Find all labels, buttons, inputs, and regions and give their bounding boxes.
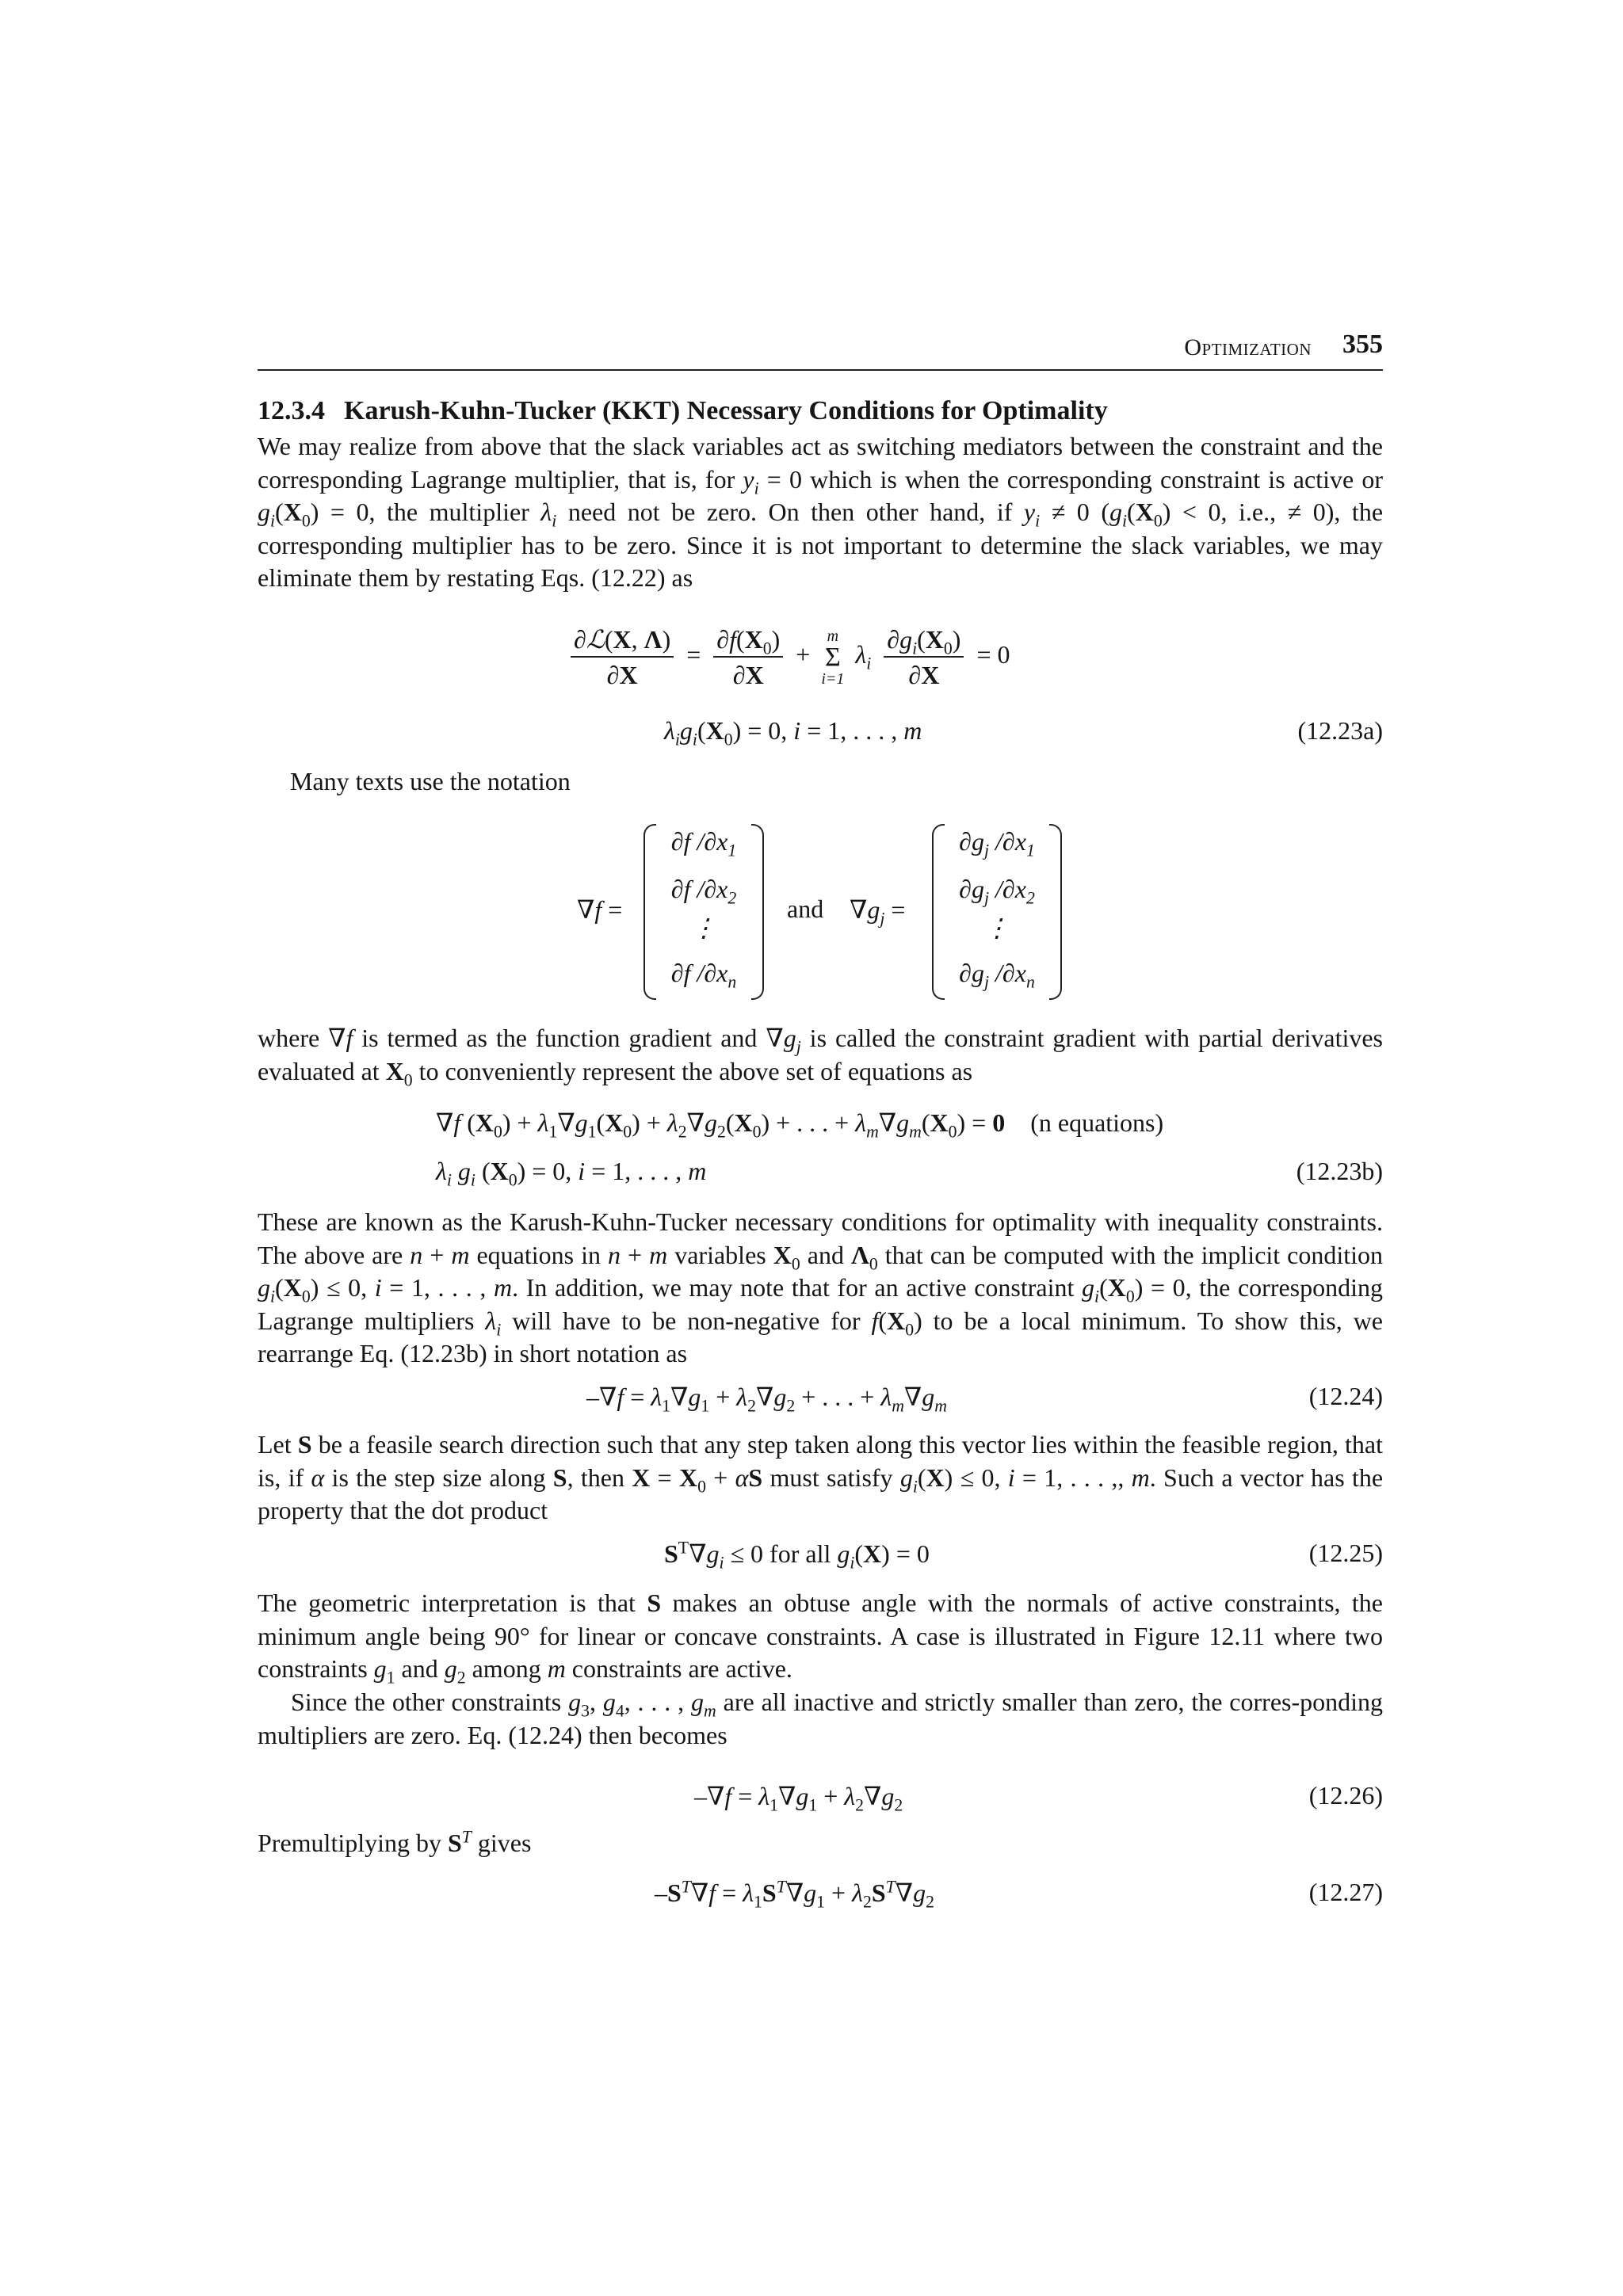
section-title: Karush-Kuhn-Tucker (KKT) Necessary Conditions for Optimality — [344, 396, 1108, 425]
equation-kkt-gradient: ∇f $(X_0) + \lambda_1\nabla g_1(X_0) + \lambda_2\nabla g_2(X_0)$ + . . . + $\lambda_m\nabla g_m(X_0) = 0$ (n equations) — [436, 1108, 1164, 1142]
equation-12-27: $-S^T\nabla f = \lambda_1S^T\nabla g_1 + \lambda_2S^T\nabla g_2$ — [655, 1877, 934, 1912]
equation-complementary-slackness: $\lambda_ig_i(X_0) = 0$, i = 1, . . . , m — [664, 716, 922, 749]
equation-number-12-27: (12.27) — [1308, 1878, 1383, 1906]
equation-number-12-25: (12.25) — [1308, 1539, 1383, 1567]
equation-kkt-slackness: $\lambda_i$ $g_i$ $(X_0) = 0$, i = 1, . . . , m — [436, 1157, 707, 1190]
text-many-texts: Many texts use the notation — [290, 767, 571, 795]
section-number: 12.3.4 — [258, 396, 325, 425]
equation-12-26: $-\nabla f = \lambda_1\nabla g_1 + \lambda_2\nabla g_2$ — [694, 1782, 903, 1815]
equation-number-12-26: (12.26) — [1308, 1781, 1383, 1810]
paragraph-gradient-definition: where ∇f is termed as the function gradient and $\nabla g_j$ is called the constraint gradient with partial derivatives evaluated at $X_0$ to conveniently represent the above set of equations as — [258, 1024, 1384, 1089]
vector-grad-g: $\partial g_j$ $/\partial x_1$ $\partial g_j$ $/\partial x_2$ ⋮ $\partial g_j$ $/\partial x_n$ — [932, 824, 1062, 997]
equation-number-12-23b: (12.23b) — [1296, 1157, 1383, 1185]
text-premultiplying: Premultiplying by $S^T$ gives — [258, 1827, 532, 1857]
equation-12-24: $-\nabla f = \lambda_1\nabla g_1 + \lambda_2\nabla g_2$ + . . . + $\lambda_m\nabla g_m$ — [586, 1383, 947, 1416]
section-heading — [258, 396, 1108, 426]
paragraph-kkt-conditions: These are known as the Karush-Kuhn-Tucker necessary conditions for optimality with inequality constraints. The above are n + m equations in n + m variables $X_0$ and $\Lambda_0$ that can be computed with the implicit condition $g_i(X_0) \le 0$, i = 1, . . . , m. In addition, we may note that for an active constraint $g_i(X_0) = 0$, the corresponding Lagrange multipliers $\lambda_i$ will have to be non-negative for $f(X_0)$ to be a local minimum. To show this, we rearrange Eq. (12.23b) in short notation as — [258, 1207, 1384, 1367]
paragraph-inactive-constraints: Since the other constraints $g_3$, $g_4$, . . . , $g_m$ are all inactive and strictly smaller than zero, the corres-ponding multipliers are zero. Eq. (12.24) then becomes — [258, 1688, 1384, 1749]
running-header — [258, 331, 1383, 371]
paragraph-geometric-interpretation: The geometric interpretation is that S makes an obtuse angle with the normals of active constraints, the minimum angle being 90° for linear or concave constraints. A case is illustrated in Figure 12.11 where two constraints $g_1$ and $g_2$ among m constraints are active. — [258, 1589, 1384, 1688]
equation-lagrangian-gradient: $\frac{\text{∂ℒ(X, Λ)}}{\partial X}$ = $\frac{\partial f(X_0)}{\partial X}$ + m Σ i=1 $\lambda_i$ $\frac{\partial g_i(X_0)}{\partial X}$ = 0 — [571, 624, 1010, 690]
label-grad-f: ∇f = — [577, 895, 623, 924]
equation-12-25: $S^T\nabla g_i \le 0$ for all $g_i(X) = 0$ — [664, 1538, 930, 1573]
paragraph-slack-variables: We may realize from above that the slack variables act as switching mediators between the constraint and the corresponding Lagrange multiplier, that is, for $y_i = 0$ which is when the corresponding constraint is active or $g_i(X_0) = 0$, the multiplier $\lambda_i$ need not be zero. On then other hand, if $y_i \ne 0$ ($g_i(X_0) < 0$, i.e., ≠ 0), the corresponding multiplier has to be zero. Since it is not important to determine the slack variables, we may eliminate them by restating Eqs. (12.22) as — [258, 432, 1384, 592]
text-n-equations: (n equations) — [1030, 1108, 1164, 1137]
page-number: 355 — [1342, 330, 1383, 359]
label-grad-g: $\nabla g_j$ = — [850, 895, 906, 929]
equation-number-12-24: (12.24) — [1308, 1382, 1383, 1410]
vector-grad-f: ∂f $/\partial x_1$ ∂f $/\partial x_2$ ⋮ ∂f $/\partial x_n$ — [643, 824, 764, 997]
text-and: and — [787, 894, 824, 923]
paragraph-feasible-direction: Let S be a feasile search direction such that any step taken along this vector lies within the feasible region, that is, if α is the step size along S, then $X = X_0 + \alpha S$ must satisfy $g_i(X) \le 0$, i = 1, . . . ,, m. Such a vector has the property that the dot product — [258, 1430, 1384, 1524]
running-header-section: Optimization — [1184, 334, 1312, 360]
equation-number-12-23a: (12.23a) — [1297, 716, 1383, 745]
